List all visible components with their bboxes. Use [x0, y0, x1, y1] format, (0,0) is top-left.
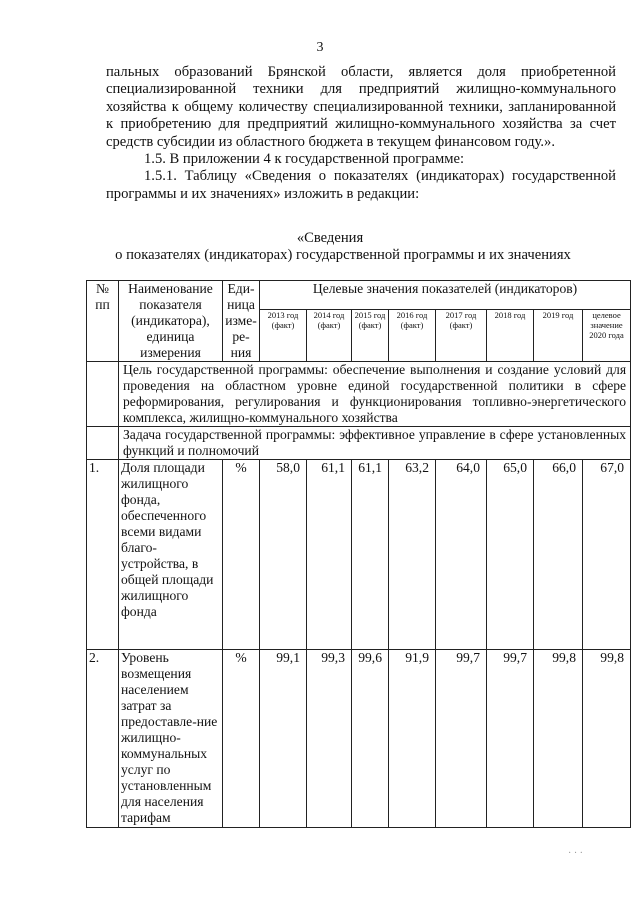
header-year: 2019 год — [534, 309, 583, 361]
row-value: 99,7 — [487, 650, 534, 828]
row-unit: % — [223, 460, 260, 650]
table-row — [87, 460, 631, 650]
row-value: 61,1 — [307, 460, 352, 650]
row-value: 66,0 — [534, 460, 583, 650]
header-year: 2014 год (факт) — [307, 309, 352, 361]
row-value: 63,2 — [389, 460, 436, 650]
row-value: 99,6 — [352, 650, 389, 828]
header-year: 2017 год (факт) — [436, 309, 487, 361]
body-text — [106, 64, 616, 203]
header-target-values: Целевые значения показателей (индикаторов) — [260, 281, 631, 310]
task-row — [87, 427, 631, 460]
row-value: 99,8 — [534, 650, 583, 828]
scan-mark: · · · — [568, 848, 583, 859]
paragraph-item-1-5: 1.5. В приложении 4 к государственной программе: — [144, 151, 465, 168]
row-value: 64,0 — [436, 460, 487, 650]
goal-row — [87, 362, 631, 427]
table-title-line2: о показателях (индикаторах) государственной программы и их значениях — [115, 247, 571, 263]
header-num: № пп — [87, 281, 119, 362]
table-row — [87, 650, 631, 828]
table-title-line1: «Сведения — [296, 230, 364, 246]
task-text: Задача государственной программы: эффективное управление в сфере установленных функций и полномочий — [119, 427, 631, 460]
row-value: 67,0 — [583, 460, 631, 650]
indicators-table — [86, 280, 631, 828]
header-year: 2018 год — [487, 309, 534, 361]
row-indicator-name: Уровень возмещения населением затрат за предоставле-ние жилищно-коммунальных услуг по установленным для населения тарифам — [119, 650, 223, 828]
header-year: целевое значение 2020 года — [583, 309, 631, 361]
header-year: 2015 год (факт) — [352, 309, 389, 361]
row-value: 91,9 — [389, 650, 436, 828]
row-indicator-name: Доля площади жилищного фонда, обеспеченного всеми видами благо-устройства, в общей площади жилищного фонда — [119, 460, 223, 650]
row-num: 2. — [87, 650, 119, 828]
row-value: 58,0 — [260, 460, 307, 650]
row-value: 65,0 — [487, 460, 534, 650]
row-value: 99,8 — [583, 650, 631, 828]
row-unit: % — [223, 650, 260, 828]
header-row-1 — [87, 281, 631, 310]
row-num: 1. — [87, 460, 119, 650]
row-value: 99,1 — [260, 650, 307, 828]
row-value: 99,3 — [307, 650, 352, 828]
page-number: 3 — [316, 40, 324, 55]
row-value: 61,1 — [352, 460, 389, 650]
header-year: 2016 год (факт) — [389, 309, 436, 361]
row-value: 99,7 — [436, 650, 487, 828]
header-year: 2013 год (факт) — [260, 309, 307, 361]
paragraph-item-1-5-1: 1.5.1. Таблицу «Сведения о показателях (индикаторах) государственной программы и их значениях» изложить в редакции: — [106, 168, 616, 202]
paragraph-continuation: пальных образований Брянской области, является доля приобретенной специализированной техники для предприятий жилищно-коммунального хозяйства к общему количеству специализированной техники, запланированной к приобретению для предприятий жилищно-коммунального хозяйства за счет средств субсидии из областного бюджета в текущем финансовом году.». — [106, 64, 616, 150]
goal-text: Цель государственной программы: обеспечение выполнения и создание условий для проведения на областном уровне единой государственной политики в сфере реформирования, регулирования и функционирования топливно-энергетического комплекса, жилищно-коммунального хозяйства — [119, 362, 631, 427]
header-name: Наименование показателя (индикатора), единица измерения — [119, 281, 223, 362]
header-unit: Еди-ница изме-ре-ния — [223, 281, 260, 362]
